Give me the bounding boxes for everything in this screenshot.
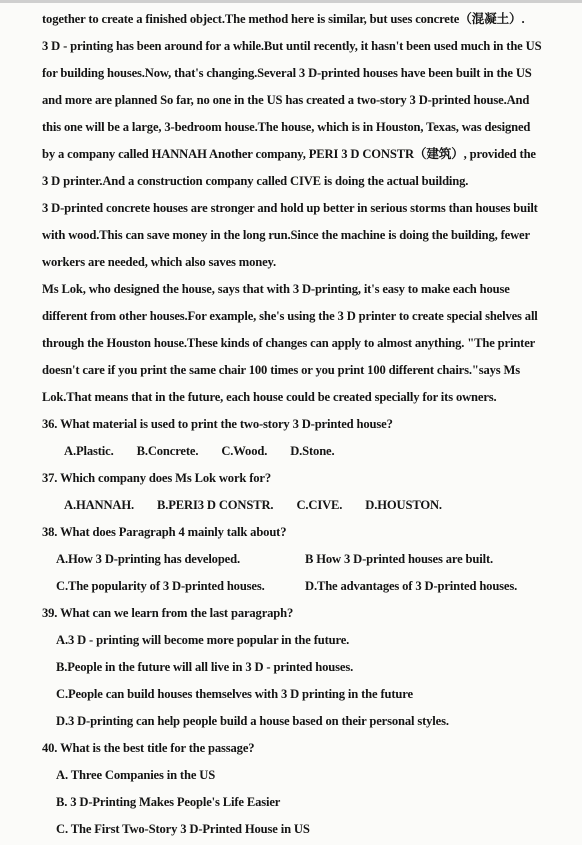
option-a[interactable]: A.HANNAH. [64, 498, 135, 512]
passage-line: with wood.This can save money in the long run.Since the machine is doing the building, fewer [42, 228, 530, 242]
option-c[interactable]: C.CIVE. [296, 498, 343, 512]
question-38 [42, 519, 564, 600]
passage-line: 3 D - printing has been around for a while.But until recently, it hasn't been used much in the US [42, 39, 542, 53]
question-stem: 36. What material is used to print the two-story 3 D-printed house? [42, 417, 393, 431]
passage-line: Lok.That means that in the future, each house could be created specially for its owners. [42, 390, 497, 404]
options-row [42, 546, 564, 573]
passage-line: 3 D printer.And a construction company called CIVE is doing the actual building. [42, 174, 469, 188]
option-d[interactable]: D.The advantages of 3 D-printed houses. [305, 579, 518, 593]
passage-line: by a company called HANNAH Another company, PERI 3 D CONSTR（建筑）, provided the [42, 147, 536, 161]
option-c[interactable]: C.People can build houses themselves with 3 D printing in the future [56, 687, 413, 701]
question-39 [42, 600, 564, 735]
option-b[interactable]: B How 3 D-printed houses are built. [305, 552, 493, 566]
top-edge [0, 0, 582, 3]
passage-line: and more are planned So far, no one in the US has created a two-story 3 D-printed house.And [42, 93, 530, 107]
option-a[interactable]: A.3 D - printing will become more popular in the future. [56, 633, 350, 647]
options-row [42, 492, 564, 519]
option-a[interactable]: A.Plastic. [64, 444, 114, 458]
options-row [42, 573, 564, 600]
passage-line: workers are needed, which also saves money. [42, 255, 276, 269]
options-row [42, 438, 564, 465]
option-d[interactable]: D.3 D-printing can help people build a house based on their personal styles. [56, 714, 449, 728]
passage-line: 3 D-printed concrete houses are stronger and hold up better in serious storms than houses built [42, 201, 538, 215]
question-37 [42, 465, 564, 519]
passage-line: different from other houses.For example, she's using the 3 D printer to create special shelves all [42, 309, 538, 323]
question-stem: 37. Which company does Ms Lok work for? [42, 471, 272, 485]
passage-line: together to create a finished object.The method here is similar, but uses concrete（混凝土）. [42, 12, 525, 26]
passage-line: Ms Lok, who designed the house, says that with 3 D-printing, it's easy to make each house [42, 282, 510, 296]
option-b[interactable]: B.Concrete. [136, 444, 199, 458]
question-stem: 38. What does Paragraph 4 mainly talk about? [42, 525, 287, 539]
option-c[interactable]: C.Wood. [221, 444, 268, 458]
question-stem: 40. What is the best title for the passage? [42, 741, 255, 755]
option-d[interactable]: D.Stone. [290, 444, 335, 458]
option-a[interactable]: A.How 3 D-printing has developed. [56, 552, 240, 566]
option-b[interactable]: B.PERI3 D CONSTR. [157, 498, 274, 512]
option-b[interactable]: B.People in the future will all live in 3 D - printed houses. [56, 660, 354, 674]
passage-line: for building houses.Now, that's changing.Several 3 D-printed houses have been built in the US [42, 66, 532, 80]
question-stem: 39. What can we learn from the last paragraph? [42, 606, 294, 620]
option-a[interactable]: A. Three Companies in the US [56, 768, 216, 782]
passage [42, 6, 564, 411]
question-40 [42, 735, 564, 843]
option-b[interactable]: B. 3 D-Printing Makes People's Life Easier [56, 795, 281, 809]
passage-line: doesn't care if you print the same chair 100 times or you print 100 different chairs."says Ms [42, 363, 520, 377]
passage-line: through the Houston house.These kinds of changes can apply to almost anything. "The printer [42, 336, 536, 350]
question-36 [42, 411, 564, 465]
option-d[interactable]: D.HOUSTON. [365, 498, 442, 512]
option-c[interactable]: C. The First Two-Story 3 D-Printed House in US [56, 822, 310, 836]
passage-line: this one will be a large, 3-bedroom house.The house, which is in Houston, Texas, was designed [42, 120, 531, 134]
option-c[interactable]: C.The popularity of 3 D-printed houses. [56, 579, 265, 593]
